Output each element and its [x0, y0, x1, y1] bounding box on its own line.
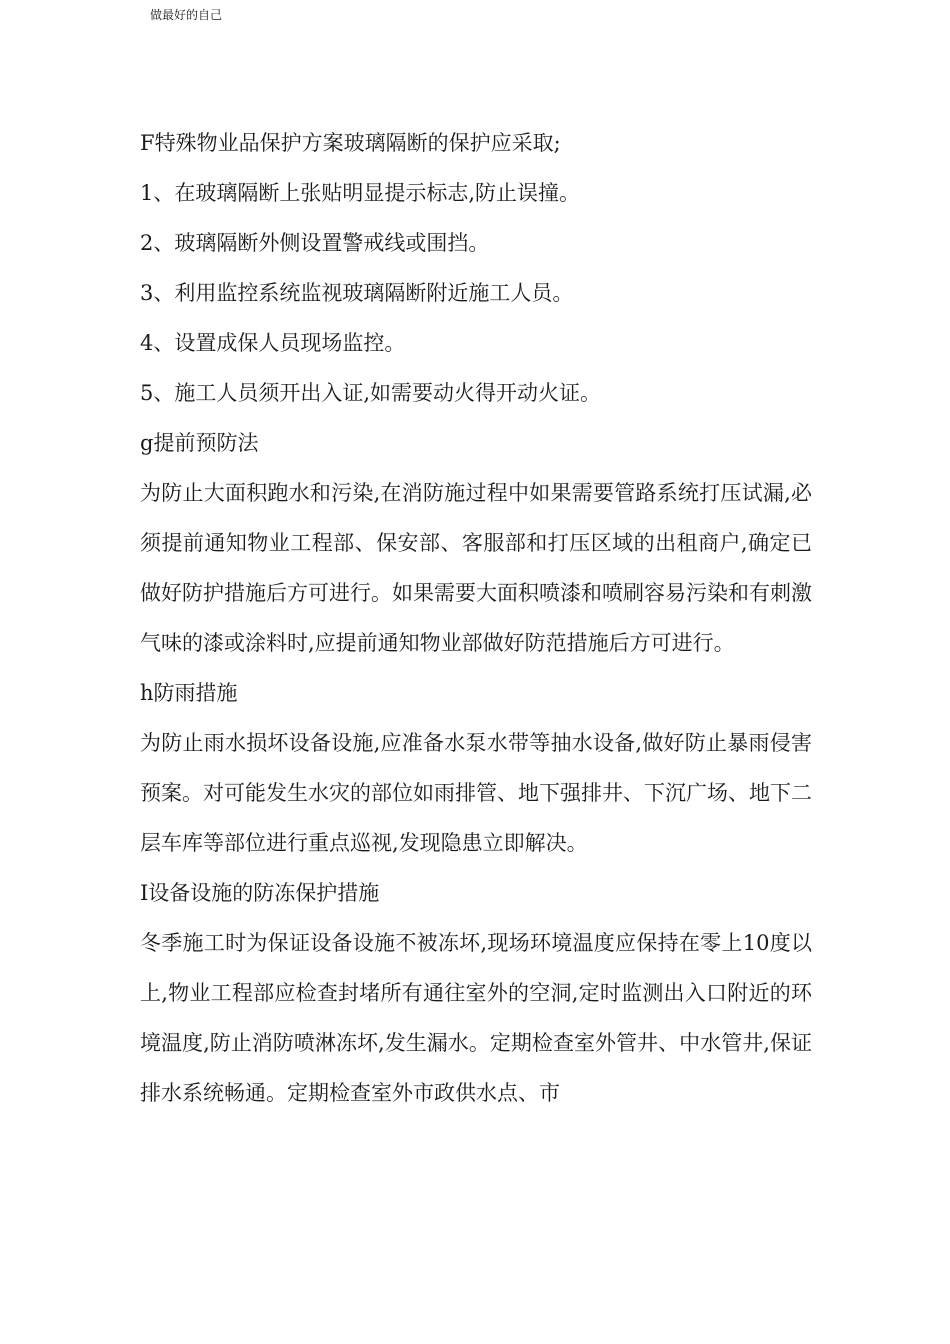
section-g-paragraph: 为防止大面积跑水和污染,在消防施过程中如果需要管路系统打压试漏,必须提前通知物业工程部、保安部、客服部和打压区域的出租商户,确定已做好防护措施后方可进行。如果需要大面积喷漆和喷刷容易污染和有刺激气味的漆或涂料时,应提前通知物业部做好防范措施后方可进行。	[140, 481, 812, 655]
list-item: 1、在玻璃隔断上张贴明显提示标志,防止误撞。	[140, 181, 581, 205]
section-f-title: F特殊物业品保护方案玻璃隔断的保护应采取;	[140, 131, 561, 155]
list-item: 5、施工人员须开出入证,如需要动火得开动火证。	[140, 381, 602, 405]
list-item: 3、利用监控系统监视玻璃隔断附近施工人员。	[140, 281, 574, 305]
section-h-title: h防雨措施	[140, 681, 238, 705]
document-body	[140, 118, 812, 1118]
page-header: 做最好的自己	[150, 8, 223, 22]
list-item: 2、玻璃隔断外侧设置警戒线或围挡。	[140, 231, 490, 255]
section-i-paragraph: 冬季施工时为保证设备设施不被冻坏,现场环境温度应保持在零上10度以上,物业工程部应检查封堵所有通往室外的空洞,定时监测出入口附近的环境温度,防止消防喷淋冻坏,发生漏水。定期检查室外管井、中水管井,保证排水系统畅通。定期检查室外市政供水点、市	[140, 931, 812, 1105]
section-g-title: g提前预防法	[140, 431, 259, 455]
section-i-title: I设备设施的防冻保护措施	[140, 881, 380, 905]
section-h-paragraph: 为防止雨水损坏设备设施,应准备水泵水带等抽水设备,做好防止暴雨侵害预案。对可能发生水灾的部位如雨排管、地下强排井、下沉广场、地下二层车库等部位进行重点巡视,发现隐患立即解决。	[140, 731, 812, 855]
list-item: 4、设置成保人员现场监控。	[140, 331, 406, 355]
